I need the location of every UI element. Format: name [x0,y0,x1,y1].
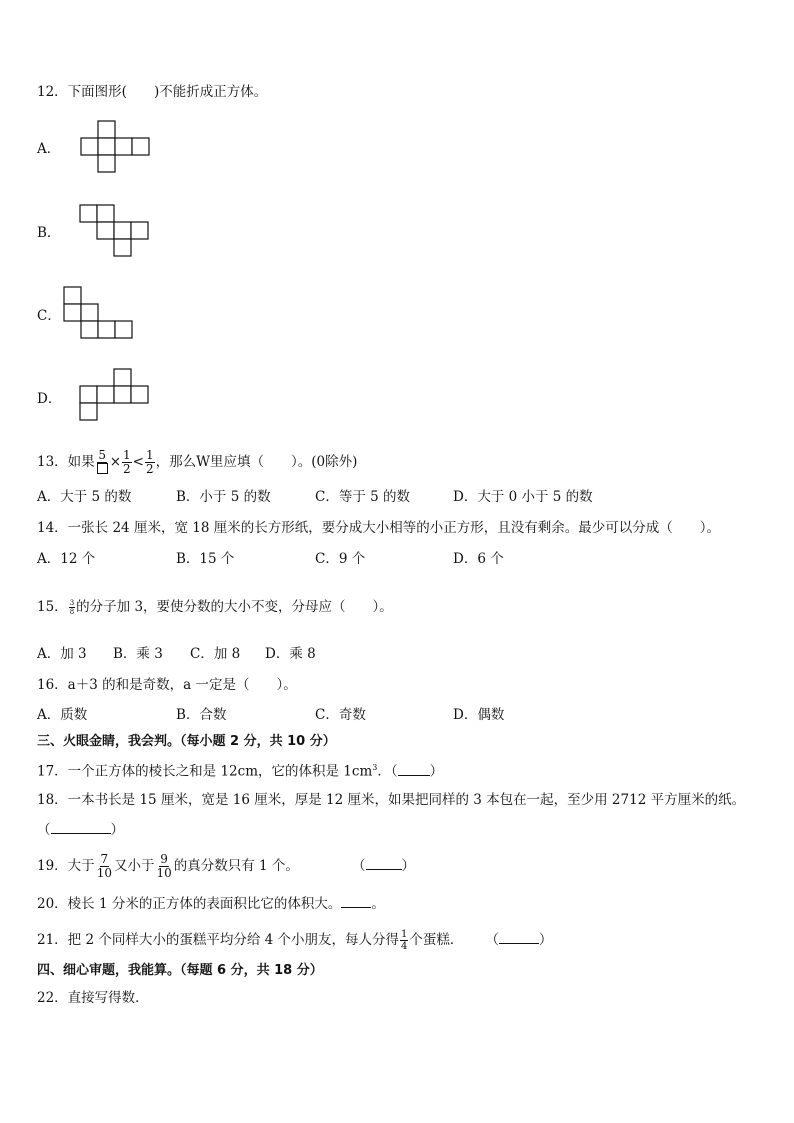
q19-fraction-2-numerator: 9 [160,852,168,866]
q19-middle: 又小于 [113,858,155,874]
net-square [115,138,132,155]
net-square [131,222,148,239]
q15-option-c: C．加 8 [190,646,241,662]
q15-prefix: 15． [37,599,68,615]
q12-option-b-label: B． [37,225,61,241]
q13-fraction-3-numerator: 1 [145,448,154,462]
q13-less-than: < [132,454,144,470]
blank-box-icon [97,463,108,474]
net-square [98,138,115,155]
net-square [81,321,98,338]
q13-fraction-3-denominator: 2 [145,462,154,476]
net-square [115,321,132,338]
q18-open-paren: （ [37,822,51,838]
question-17-stem [37,759,443,781]
q18-close-paren: ） [110,822,124,838]
net-square [80,403,97,420]
net-square [132,138,149,155]
q14-option-b: B．15 个 [176,551,235,567]
q15-option-d: D．乘 8 [265,646,316,662]
q16-option-d: D．偶数 [453,707,505,723]
q21-fraction [400,929,408,952]
question-12-stem: 12．下面图形( )不能折成正方体。 [37,84,268,100]
q17-open-paren: ．（ [377,763,398,780]
net-square [81,304,98,321]
net-square [98,321,115,338]
q20-answer-blank[interactable] [341,907,371,908]
q13-option-b: B．小于 5 的数 [176,489,271,505]
net-square [131,386,148,403]
q14-option-c: C．9 个 [315,551,366,567]
net-square [80,386,97,403]
q13-fraction-3 [145,449,155,476]
question-20-stem [37,895,385,913]
q12-option-d-net [79,368,151,426]
q15-fraction-numerator: 3 [69,599,75,607]
question-22-stem: 22．直接写得数． [37,990,149,1006]
q13-prefix: 13．如果 [37,454,95,470]
q18-answer-blank[interactable] [51,833,111,834]
q14-option-a: A．12 个 [37,551,96,567]
net-square [114,239,131,256]
q15-fraction-denominator: 8 [69,608,75,616]
q16-option-c: C．奇数 [315,707,366,723]
question-13-stem [37,448,357,477]
q19-close-paren: ） [401,858,415,874]
q15-option-a: A．加 3 [37,646,87,662]
net-square [114,386,131,403]
q13-fraction-2-numerator: 1 [123,448,131,462]
q13-fraction-1-denominator [96,463,109,477]
q15-suffix: 的分子加 3，要使分数的大小不变，分母应（ ）。 [76,599,393,615]
q15-option-b: B．乘 3 [113,646,163,662]
q12-option-a-label: A． [37,141,61,157]
q13-option-c: C．等于 5 的数 [315,489,411,505]
q19-fraction-1-denominator: 10 [96,866,112,880]
q21-answer-blank[interactable] [499,943,539,944]
q17-close-paren: ） [429,763,444,780]
q12-option-a-net [80,120,152,178]
q20-end: 。 [371,896,385,912]
q17-text: 17．一个正方体的棱长之和是 12cm，它的体积是 1cm [37,763,373,780]
question-21-stem [37,926,552,954]
net-square [64,304,81,321]
q19-answer [352,857,415,875]
q13-fraction-2 [122,449,132,476]
q13-option-d: D．大于 0 小于 5 的数 [453,489,593,505]
net-square [98,121,115,138]
question-19-stem [37,852,299,880]
q12-option-d-label: D． [37,391,62,407]
q13-fraction-1 [96,449,109,477]
q16-option-b: B．合数 [176,707,227,723]
q19-answer-blank[interactable] [366,869,402,870]
q21-fraction-denominator: 4 [401,941,408,952]
q14-option-d: D．6 个 [453,551,504,567]
q19-suffix: 的真分数只有 1 个。 [173,858,299,874]
q15-fraction [69,599,75,616]
q13-option-a: A．大于 5 的数 [37,489,132,505]
q21-close-paren: ） [538,932,553,948]
net-square [114,369,131,386]
question-15-stem [37,596,393,618]
q12-option-c-label: C． [37,308,61,324]
net-square [97,205,114,222]
net-square [114,222,131,239]
net-square [64,287,81,304]
net-square [81,138,98,155]
net-square [97,222,114,239]
net-square [80,205,97,222]
q19-prefix: 19．大于 [37,858,95,874]
q17-superscript: 3 [372,763,378,772]
q21-prefix: 21．把 2 个同样大小的蛋糕平均分给 4 个小朋友，每人分得 [37,932,400,948]
q17-answer-blank[interactable] [398,775,430,776]
question-18-answer [37,821,124,839]
q13-fraction-1-numerator: 5 [98,447,106,462]
q12-option-b-net [79,204,151,262]
section-4-heading: 四、细心审题，我能算。（每题 6 分，共 18 分） [37,963,323,978]
q19-fraction-2 [155,853,172,880]
q13-suffix: ，那么W里应填（ ）。(0除外) [155,454,358,470]
q19-open-paren: （ [352,858,366,874]
net-square [97,386,114,403]
q21-suffix: 个蛋糕． [409,932,464,948]
question-18-stem: 18．一本书长是 15 厘米，宽是 16 厘米，厚是 12 厘米，如果把同样的 3 本包在一起，至少用 2712 平方厘米的纸。 [37,792,746,808]
q16-option-a: A．质数 [37,707,88,723]
q21-open-paren: （ [485,932,499,948]
net-square [98,155,115,172]
q21-fraction-numerator: 1 [401,929,408,940]
q13-times: × [109,454,121,470]
q12-option-c-net [63,286,135,344]
q13-fraction-2-denominator: 2 [123,462,131,476]
q19-fraction-2-denominator: 10 [156,866,172,880]
section-3-heading: 三、火眼金睛，我会判。（每小题 2 分，共 10 分） [37,734,336,749]
q19-fraction-1-numerator: 7 [100,852,109,866]
q20-text: 20．棱长 1 分米的正方体的表面积比它的体积大。 [37,896,342,912]
question-16-stem: 16．a＋3 的和是奇数，a 一定是（ ）。 [37,677,297,693]
question-14-stem: 14．一张长 24 厘米，宽 18 厘米的长方形纸，要分成大小相等的小正方形，且没有剩余。最少可以分成（ ）。 [37,520,720,536]
q19-fraction-1 [96,853,113,880]
